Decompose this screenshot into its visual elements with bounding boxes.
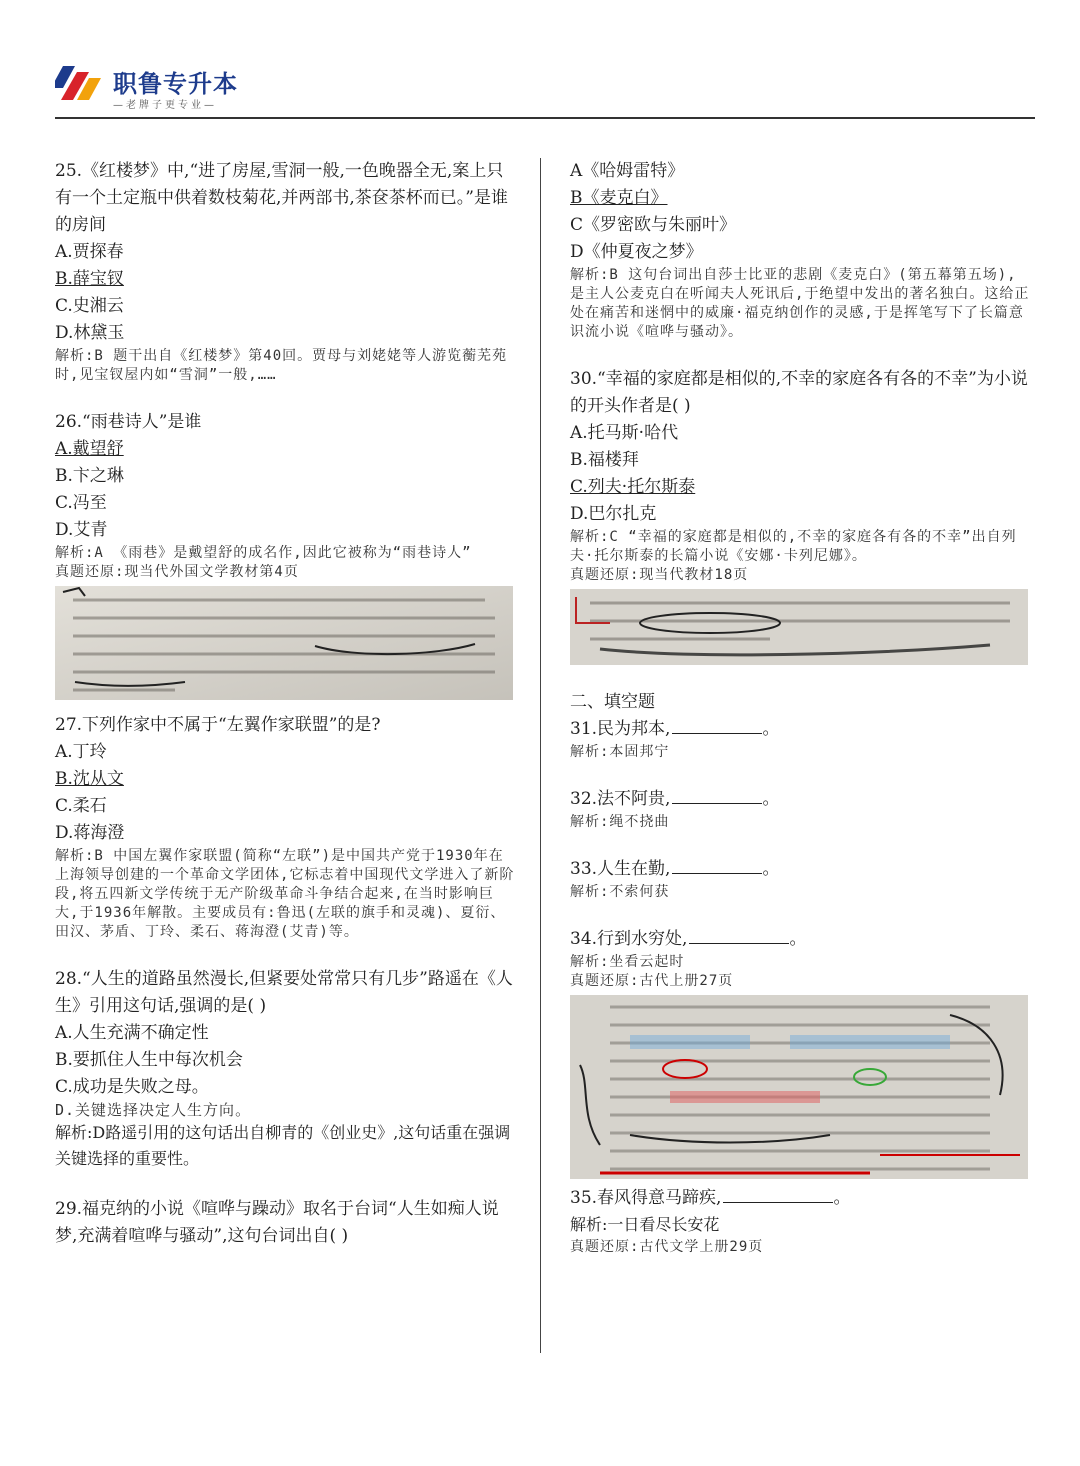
question-stem: 28.“人生的道路虽然漫长,但紧要处常常只有几步”路遥在《人生》引用这句话,强调的是( ): [55, 969, 513, 1016]
question-tail: 。: [762, 859, 780, 879]
answer-blank: [689, 929, 789, 944]
option-c: C《罗密欧与朱丽叶》: [570, 215, 737, 235]
question-29: [55, 1196, 515, 1250]
explanation: 解析:不索何获: [570, 884, 670, 900]
question-stem: 29.福克纳的小说《喧哗与躁动》取名于台词“人生如痴人说梦,充满着喧哗与骚动”,这句台词出自( ): [55, 1199, 499, 1246]
option-d: D.林黛玉: [55, 323, 125, 343]
header-divider: [55, 117, 1035, 119]
answer-blank: [672, 719, 762, 734]
option-b-answer: B.沈从文: [55, 769, 124, 789]
option-a-answer: A.戴望舒: [55, 439, 124, 459]
option-d: D《仲夏夜之梦》: [570, 242, 703, 262]
question-stem: 26.“雨巷诗人”是谁: [55, 412, 202, 432]
section-title-fill-blank: 二、填空题: [570, 692, 655, 712]
explanation: 解析:本固邦宁: [570, 744, 670, 760]
explanation: 解析:B 这句台词出自莎士比亚的悲剧《麦克白》(第五幕第五场),是主人公麦克白在听闻夫人死讯后,于绝望中发出的著名独白。这给正处在痛苦和迷惘中的威廉·福克纳创作的灵感,于是挥笔写下了长篇意识流小说《喧哗与骚动》。: [570, 267, 1030, 340]
option-c: C.柔石: [55, 796, 107, 816]
question-32: [570, 786, 1030, 832]
question-25: [55, 158, 515, 385]
question-stem: 31.民为邦本,: [570, 719, 671, 739]
option-a: A.丁玲: [55, 742, 107, 762]
brand-slogan: —老牌子更专业—: [113, 100, 217, 111]
column-divider: [540, 158, 541, 1353]
explanation: 解析:D路遥引用的这句话出自柳青的《创业史》,这句话重在强调关键选择的重要性。: [55, 1123, 511, 1168]
source-note: 真题还原:古代文学上册29页: [570, 1239, 764, 1255]
brand-logo-icon: [55, 66, 103, 106]
option-b: B.福楼拜: [570, 450, 639, 470]
option-d: D.蒋海澄: [55, 823, 125, 843]
question-stem: 30.“幸福的家庭都是相似的,不幸的家庭各有各的不幸”为小说的开头作者是( ): [570, 369, 1028, 416]
source-note: 真题还原:现当代外国文学教材第4页: [55, 564, 299, 580]
option-b: B.要抓住人生中每次机会: [55, 1050, 243, 1070]
explanation: 解析:C “幸福的家庭都是相似的,不幸的家庭各有各的不幸”出自列夫·托尔斯泰的长篇小说《安娜·卡列尼娜》。: [570, 529, 1017, 564]
question-31: [570, 716, 1030, 762]
option-b: B.卞之琳: [55, 466, 124, 486]
option-b-answer: B《麦克白》: [570, 188, 668, 208]
option-a: A.贾探春: [55, 242, 124, 262]
question-stem: 32.法不阿贵,: [570, 789, 671, 809]
source-note: 真题还原:现当代教材18页: [570, 567, 749, 583]
source-note: 真题还原:古代上册27页: [570, 973, 734, 989]
option-d: D.艾青: [55, 520, 108, 540]
option-c: C.史湘云: [55, 296, 124, 316]
answer-blank: [672, 859, 762, 874]
question-stem: 35.春风得意马蹄疾,: [570, 1188, 722, 1208]
question-28: [55, 966, 515, 1172]
option-c-answer: C.列夫·托尔斯泰: [570, 477, 696, 497]
explanation: 解析:A 《雨巷》是戴望舒的成名作,因此它被称为“雨巷诗人”: [55, 545, 472, 561]
question-34: [570, 926, 1030, 1179]
explanation: 解析:B 中国左翼作家联盟(简称“左联”)是中国共产党于1930年在上海领导创建的一个革命文学团体,它标志着中国现代文学进入了新阶段,将五四新文学传统于无产阶级革命斗争结合起来,在当时影响巨大,于1936年解散。主要成员有:鲁迅(左联的旗手和灵魂)、夏衍、田汉、茅盾、丁玲、柔石、蒋海澄(艾青)等。: [55, 848, 515, 940]
explanation: 解析:B 题干出自《红楼梦》第40回。贾母与刘姥姥等人游览蘅芜苑时,见宝钗屋内如“雪洞”一般,……: [55, 348, 508, 383]
question-tail: 。: [762, 719, 780, 739]
right-column: [570, 158, 1030, 1257]
question-33: [570, 856, 1030, 902]
option-d: D.巴尔扎克: [570, 504, 657, 524]
question-27: [55, 712, 515, 942]
explanation: 解析:绳不挠曲: [570, 814, 670, 830]
option-d: D.关键选择决定人生方向。: [55, 1101, 252, 1119]
answer-blank: [723, 1188, 833, 1203]
question-stem: 34.行到水穷处,: [570, 929, 688, 949]
option-b-answer: B.薛宝钗: [55, 269, 124, 289]
option-a: A《哈姆雷特》: [570, 161, 685, 181]
annotated-textbook-photo: [570, 995, 1030, 1179]
question-29-continued: [570, 158, 1030, 342]
question-tail: 。: [833, 1188, 851, 1208]
textbook-photo: [55, 586, 515, 700]
option-a: A.托马斯·哈代: [570, 423, 679, 443]
question-30: [570, 366, 1030, 665]
page-header: [55, 62, 1035, 120]
question-stem: 27.下列作家中不属于“左翼作家联盟”的是?: [55, 715, 381, 735]
explanation: 解析:坐看云起时: [570, 954, 685, 970]
textbook-photo: [570, 589, 1030, 665]
question-tail: 。: [789, 929, 807, 949]
left-column: [55, 158, 515, 1250]
question-26: [55, 409, 515, 700]
question-stem: 33.人生在勤,: [570, 859, 671, 879]
option-c: C.冯至: [55, 493, 107, 513]
question-35: [570, 1185, 1030, 1257]
question-tail: 。: [762, 789, 780, 809]
answer-blank: [672, 789, 762, 804]
question-stem: 25.《红楼梦》中,“进了房屋,雪洞一般,一色晚器全无,案上只有一个土定瓶中供着数枝菊花,并两部书,茶奁茶杯而已。”是谁的房间: [55, 161, 508, 235]
brand-name: 职鲁专升本: [113, 70, 238, 98]
option-c: C.成功是失败之母。: [55, 1077, 209, 1097]
option-a: A.人生充满不确定性: [55, 1023, 209, 1043]
explanation: 解析:一日看尽长安花: [570, 1215, 720, 1234]
